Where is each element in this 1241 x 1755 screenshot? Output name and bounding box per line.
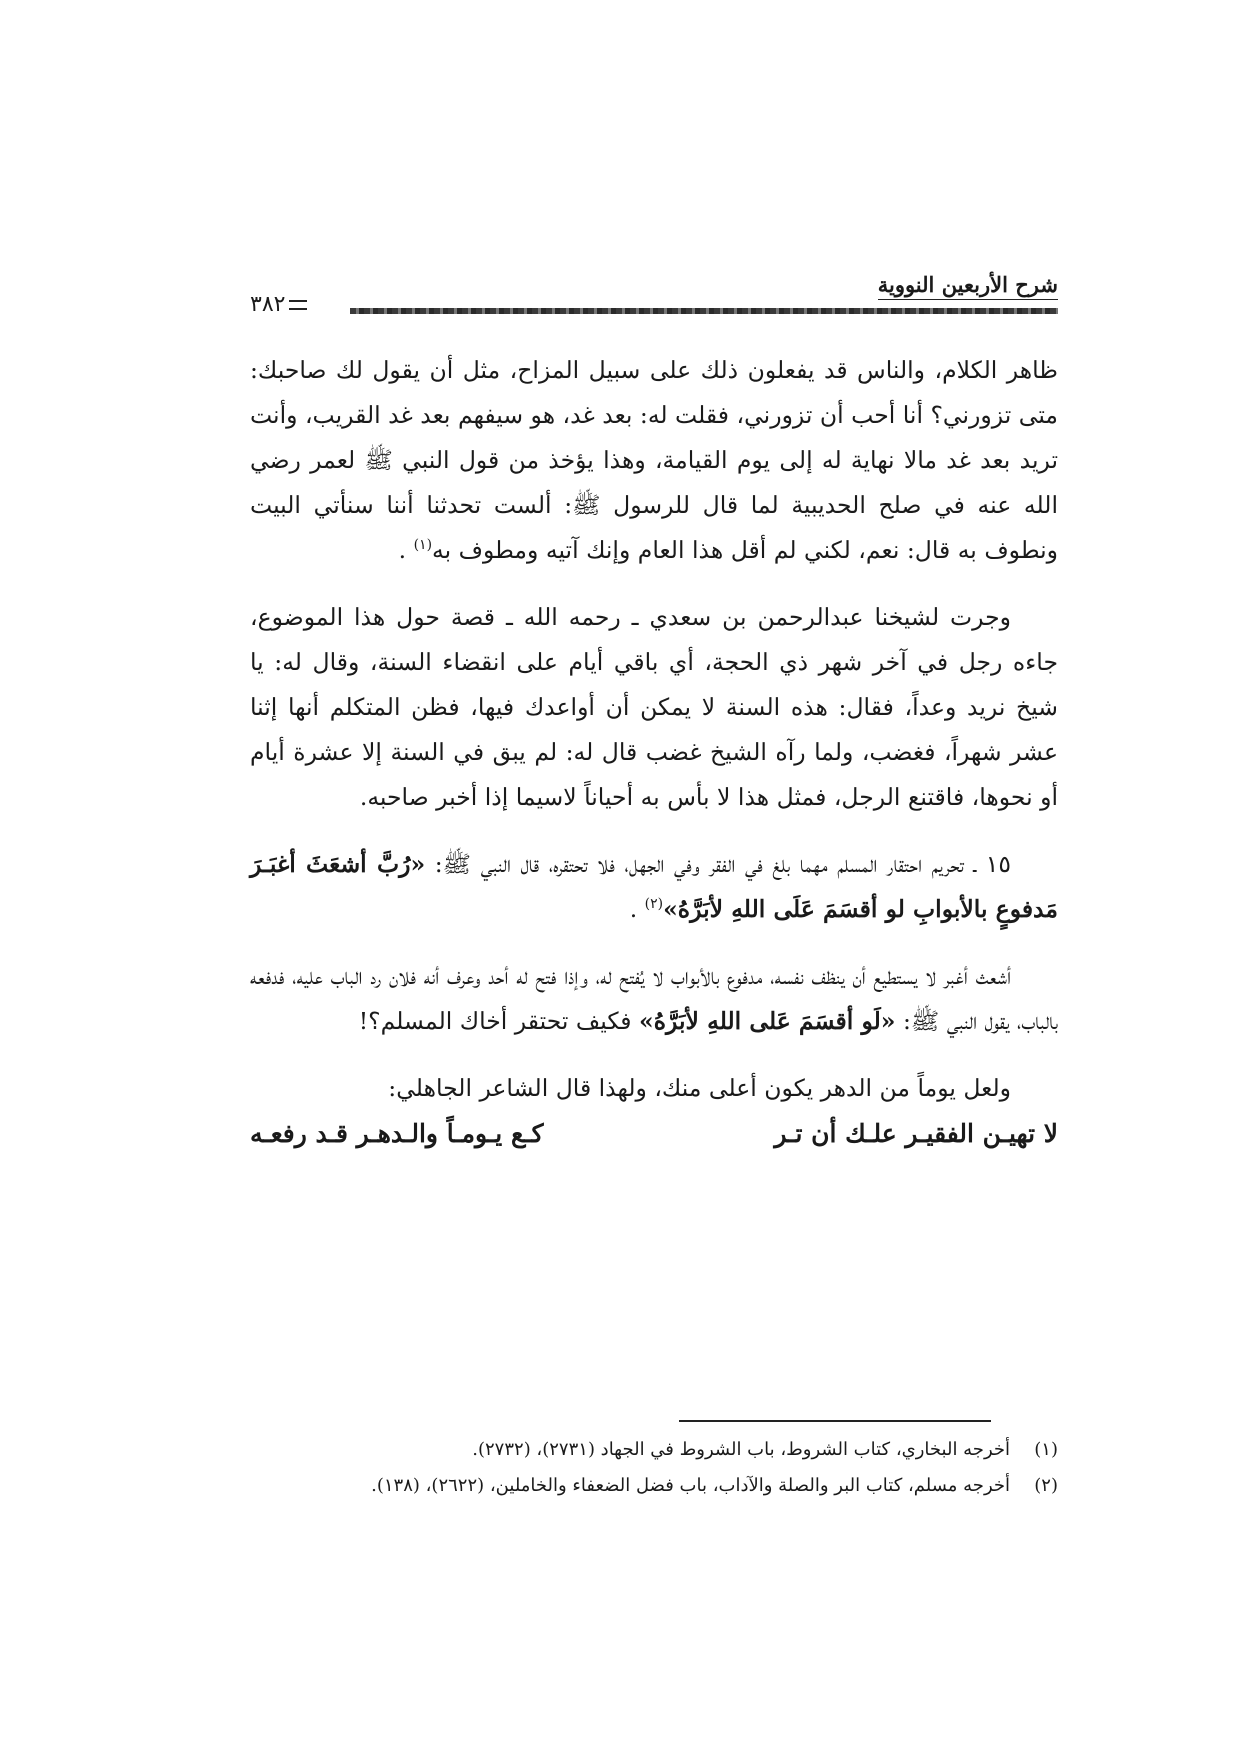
hadith-quote-2: «لَو أقسَمَ عَلى اللهِ لأبَرَّهُ»: [639, 1007, 896, 1035]
footnote-1-text: أخرجه البخاري، كتاب الشروط، باب الشروط في الجهاد (٢٧٣١)، (٢٧٣٢).: [472, 1439, 1010, 1460]
paragraph-4: [250, 954, 1058, 1044]
poetry-verse: [250, 1111, 1058, 1156]
paragraph-4-intro: أشعث أغبر لا يستطيع أن ينظف نفسه، مدفوع بالأبواب لا يُفتح له، وإذا فتح له أحد وعرف أنه فلان رد الباب عليه، فدفعه بالباب، يقول النبي ﷺ:: [250, 962, 1058, 1035]
paragraph-4-end: فكيف تحتقر أخاك المسلم؟!: [358, 1007, 640, 1035]
paragraph-2: وجرت لشيخنا عبدالرحمن بن سعدي ـ رحمه الله ـ قصة حول هذا الموضوع، جاءه رجل في آخر شهر ذي الحجة، أي باقي أيام على انقضاء السنة، وقال له: يا شيخ نريد وعداً، فقال: هذه السنة لا يمكن أن أواعدك فيها، فظن المتكلم أنها إثنا عشر شهراً، فغضب، ولما رآه الشيخ غضب قال له: لم يبق في السنة إلا عشرة أيام أو نحوها، فاقتنع الرجل، فمثل هذا لا بأس به أحياناً لاسيما إذا أخبر صاحبه.: [250, 603, 1058, 811]
page-number: [250, 292, 307, 317]
paragraph-1: [250, 348, 1058, 573]
book-title: شرح الأربعين النووية: [878, 272, 1058, 300]
footnote-2-number: (٢): [1034, 1475, 1058, 1496]
paragraph-5: ولعل يوماً من الدهر يكون أعلى منك، ولهذا قال الشاعر الجاهلي:: [388, 1074, 1011, 1102]
page-number-ornament: [289, 300, 307, 310]
paragraph-1-text: ظاهر الكلام، والناس قد يفعلون ذلك على سبيل المزاح، مثل أن يقول لك صاحبك: متى تزورني؟ أنا أحب أن تزورني، فقلت له: بعد غد، هو سيفهم بعد غد القريب، وأنت تريد بعد غد مالا نهاية له إلى يوم القيامة، وهذا يؤخذ من قول النبي ﷺ لعمر رضي الله عنه في صلح الحديبية لما قال للرسول ﷺ: ألست تحدثنا أننا سنأتي البيت ونطوف به قال: نعم، لكني لم أقل هذا العام وإنك آتيه ومطوف به: [249, 356, 1058, 564]
footnote-1-number: (١): [1034, 1439, 1058, 1460]
verse-first-hemistich: لا تهيـن الفقيـر علـك أن تـر: [774, 1119, 1058, 1148]
paragraph-3-end: .: [629, 895, 645, 923]
footnotes: [250, 1432, 1058, 1504]
footnote-ref-1: (١): [413, 537, 433, 554]
footnote-1: [250, 1432, 1058, 1468]
paragraph-3: [250, 842, 1058, 932]
footnote-separator: [679, 1420, 991, 1422]
footnote-2-text: أخرجه مسلم، كتاب البر والصلة والآداب، باب فضل الضعفاء والخاملين، (٢٦٢٢)، (١٣٨).: [371, 1475, 1010, 1496]
body-text: [250, 348, 1058, 1156]
header-rule: [350, 308, 1058, 314]
hadith-quote-1: «رُبَّ أشعَثَ أغبَـرَ مَدفوعٍ بالأبوابِ لو أقسَمَ عَلَى اللهِ لأبَرَّهُ»: [250, 850, 1058, 923]
paragraph-3-intro: ١٥ ـ تحريم احتقار المسلم مهما بلغ في الفقر وفي الجهل، فلا تحتقره، قال النبي ﷺ:: [425, 850, 1011, 878]
page-number-text: ٣٨٢: [250, 292, 286, 317]
footnote-2: [250, 1468, 1058, 1504]
running-header: [250, 272, 1058, 320]
verse-second-hemistich: كـع يـومـاً والـدهـر قـد رفعـه: [250, 1119, 544, 1148]
footnote-ref-2: (٢): [644, 896, 664, 913]
paragraph-1-end: .: [398, 536, 414, 564]
